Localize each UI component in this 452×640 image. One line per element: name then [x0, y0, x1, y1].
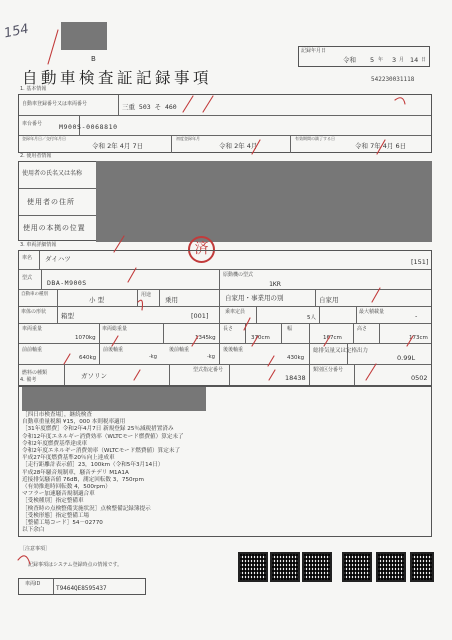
- reg-label: 自動車登録番号又は車両番号: [22, 101, 88, 107]
- carid-box: [18, 578, 146, 595]
- remarks-line: 平成28年騒音規制車，騒音テデリ M1A1A: [22, 469, 129, 476]
- weight-label: 車両重量: [22, 326, 43, 332]
- remarks-redaction: [22, 387, 206, 411]
- kind-value: 小 型: [89, 296, 105, 304]
- ffw-label: 前前軸重: [22, 347, 43, 353]
- expiry-value: 令和 7年 4月 6日: [355, 142, 407, 150]
- length-value: 370cm: [251, 335, 270, 341]
- body-label: 車体の形状: [21, 309, 47, 315]
- first-reg2-value: 令和 2年 4月: [219, 142, 258, 150]
- rfw-value: -kg: [207, 354, 215, 360]
- chassis-label: 車台番号: [22, 121, 43, 127]
- record-date-year-unit: 年: [378, 57, 384, 63]
- remarks-line: 令和2年度燃費基準達成車: [22, 440, 88, 447]
- remarks-line: 平成27年度燃費基準20％向上達成車: [22, 455, 115, 462]
- qr-code-icon: [342, 552, 372, 582]
- record-date-day: 14: [410, 56, 419, 64]
- maker-label: 車名: [22, 255, 33, 261]
- user-address-label: 使用者の住所: [27, 198, 75, 206]
- maker-value: ダイハツ: [45, 255, 71, 263]
- remarks-line: （有効推進時回転数 4，500rpm）: [22, 484, 111, 491]
- length-label: 長さ: [223, 326, 234, 332]
- remarks-line: ［検査時の点検整備実施状況］点検整備記録簿提示: [22, 505, 151, 512]
- first-reg-value: 令和 2年 4月 7日: [92, 142, 144, 150]
- first-reg-label: 登録年月日／交付年月日: [22, 136, 66, 141]
- kind-label: 自動車の種別: [21, 292, 48, 297]
- rrw-label: 後後軸重: [223, 347, 244, 353]
- frw-value: -kg: [149, 354, 157, 360]
- weight-value: 1070kg: [75, 335, 96, 341]
- use-label: 用途: [141, 292, 152, 298]
- class-label: 類別区分番号: [313, 367, 344, 373]
- maxload-value: -: [415, 312, 418, 320]
- width-value: 167cm: [323, 335, 342, 341]
- model-value: DBA-M900S: [47, 279, 87, 287]
- remarks-line: ［31年度燃費］令和2年4月7日 新規登録 25％減税措置済み: [22, 426, 174, 433]
- fuel-value: ガソリン: [81, 372, 107, 380]
- remarks-line: ［走行距離計表示値］23，100km（令和5年3月14日）: [22, 462, 164, 469]
- remarks-line: ［受検形態］指定整備工場: [22, 512, 90, 519]
- notes-label: ［注意事項］: [20, 546, 51, 552]
- section-user: 2. 使用者情報: [20, 153, 52, 159]
- qr-code-icon: [302, 552, 332, 582]
- remarks-line: 以下余白: [22, 527, 45, 534]
- record-date-label: 記録年月日: [301, 48, 327, 54]
- capacity-label: 乗車定員: [225, 309, 246, 315]
- qr-code-icon: [238, 552, 268, 582]
- section-remarks: 4. 備考: [20, 377, 37, 383]
- doc-number: 542230031118: [371, 76, 415, 83]
- record-date-year: 5: [370, 56, 375, 64]
- corner-note: 154: [2, 21, 31, 42]
- header-redaction: [61, 22, 107, 50]
- header-letter: B: [91, 55, 96, 63]
- gross-value: 1345kg: [195, 335, 216, 341]
- expiry-label: 有効期間の満了する日: [295, 136, 335, 141]
- body-code: [001]: [191, 312, 209, 320]
- height-label: 高さ: [357, 326, 368, 332]
- disp-label: 総排気量又は定格出力: [313, 348, 369, 354]
- user-name-label: 使用者の氏名又は名称: [22, 170, 83, 177]
- body-value: 箱型: [61, 312, 74, 320]
- remarks-line: ［整備工場コード］54－02770: [22, 520, 103, 527]
- carid-value: T9464QE8595437: [56, 585, 107, 592]
- record-date-month: 3: [392, 56, 397, 64]
- business-value: 自家用: [319, 296, 339, 304]
- rrw-value: 430kg: [287, 355, 305, 361]
- remarks-line: マフラー加速騒音規制適合車: [22, 491, 95, 498]
- remarks-line: ［受検種別］指定整備車: [22, 498, 84, 505]
- basic-table: [18, 94, 432, 153]
- stamp-text: 済: [194, 241, 209, 257]
- remarks-lines: [22, 412, 242, 534]
- record-date-box: [298, 46, 430, 67]
- maker-code: [151]: [411, 258, 429, 266]
- ffw-value: 640kg: [79, 355, 97, 361]
- engine-label: 原動機の型式: [223, 272, 254, 278]
- reg-value: 三重 503 そ 460: [122, 103, 177, 111]
- fuel-label: 燃料の種類: [22, 370, 48, 376]
- section-vehicle: 3. 車両詳細情報: [20, 242, 57, 248]
- remarks-line: 自動車重量税額 ¥15，000 本則税率適用: [22, 419, 126, 426]
- rfw-label: 後前軸重: [169, 347, 190, 353]
- use-value: 乗用: [165, 296, 178, 304]
- remarks-line: 令和12年度エネルギー消費効率（WLTCモード燃費値）算定未了: [22, 433, 184, 440]
- qr-code-icon: [270, 552, 300, 582]
- vehicle-table: [18, 250, 432, 387]
- model-label: 型式: [22, 275, 33, 281]
- typeno-value: 18438: [285, 374, 306, 382]
- remarks-line: 令和2年度エネルギー消費効率（WLTCモード燃費値）算定未了: [22, 448, 181, 455]
- class-value: 0502: [411, 374, 428, 382]
- user-base-label: 使用の本拠の位置: [23, 224, 86, 232]
- maxload-label: 最大積載量: [359, 309, 385, 315]
- first-reg-small: 初度登録年月: [176, 136, 200, 141]
- height-value: 173cm: [409, 335, 428, 341]
- gross-label: 車両総重量: [102, 326, 128, 332]
- qr-code-icon: [376, 552, 406, 582]
- capacity-value: 5人: [307, 315, 316, 321]
- business-label: 自家用・事業用の別: [225, 294, 284, 302]
- notes-text: 記録事項はシステム登録時点の情報です。: [28, 562, 123, 568]
- record-date-era: 令和: [343, 56, 356, 64]
- frw-label: 前後軸重: [103, 347, 124, 353]
- remarks-line: ［四日市検査場］，継続検査: [22, 412, 92, 418]
- typeno-label: 型式指定番号: [193, 367, 224, 373]
- remarks-line: 近接排気騒音値 76dB，測定回転数 3，750rpm: [22, 476, 144, 483]
- page-title: 自動車検査証記録事項: [22, 69, 213, 87]
- chassis-value: M900S-0068810: [59, 123, 118, 131]
- width-label: 幅: [287, 326, 293, 332]
- engine-value: 1KR: [269, 280, 281, 288]
- record-date-month-unit: 月: [399, 57, 405, 63]
- carid-label: 車両ID: [25, 581, 41, 587]
- user-redaction: [96, 161, 432, 242]
- qr-code-icon: [410, 552, 434, 582]
- disp-value: 0.99L: [397, 354, 416, 362]
- record-date-day-unit: 日: [421, 57, 427, 63]
- section-basic: 1. 基本情報: [20, 86, 47, 92]
